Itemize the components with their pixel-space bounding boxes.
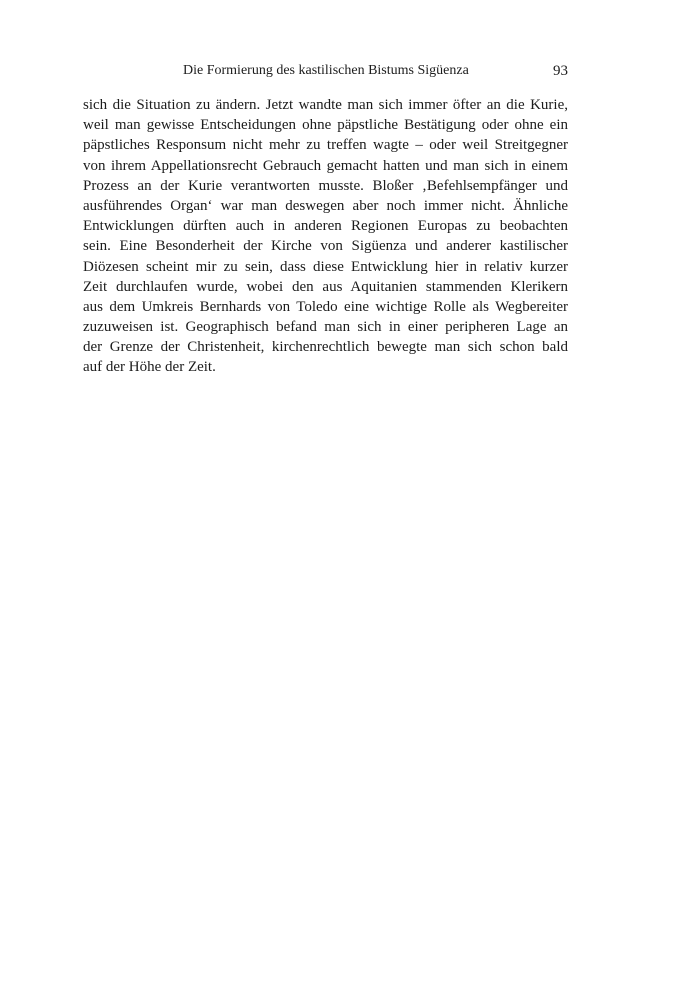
- running-title: Die Formierung des kastilischen Bistums Sigüenza: [183, 63, 469, 78]
- page-number: 93: [553, 63, 568, 79]
- text-line: päpstliches Responsum nicht mehr zu treffen wagte – oder weil Streitgegner: [83, 137, 568, 154]
- text-line: Zeit durchlaufen wurde, wobei den aus Aquitanien stammenden Klerikern: [83, 278, 568, 295]
- text-line: der Grenze der Christenheit, kirchenrechtlich bewegte man sich schon bald: [83, 339, 568, 356]
- text-line: ausführendes Organ‘ war man deswegen aber noch immer nicht. Ähnliche: [83, 197, 568, 214]
- text-line: Prozess an der Kurie verantworten musste. Bloßer ‚Befehlsempfänger und: [83, 177, 568, 194]
- text-line: weil man gewisse Entscheidungen ohne päpstliche Bestätigung oder ohne ein: [83, 117, 568, 134]
- running-head: [83, 61, 568, 81]
- text-line: Entwicklungen dürften auch in anderen Regionen Europas zu beobachten: [83, 218, 568, 235]
- text-line: Diözesen scheint mir zu sein, dass diese Entwicklung hier in relativ kurzer: [83, 258, 568, 275]
- body-paragraph: [83, 95, 568, 378]
- text-line: sein. Eine Besonderheit der Kirche von Sigüenza und anderer kastilischer: [83, 238, 568, 255]
- text-line: aus dem Umkreis Bernhards von Toledo eine wichtige Rolle als Wegbereiter: [83, 298, 568, 315]
- text-line: von ihrem Appellationsrecht Gebrauch gemacht hatten und man sich in einem: [83, 157, 568, 174]
- text-line: auf der Höhe der Zeit.: [83, 359, 216, 376]
- text-line: zuzuweisen ist. Geographisch befand man sich in einer peripheren Lage an: [83, 319, 568, 336]
- text-line: sich die Situation zu ändern. Jetzt wandte man sich immer öfter an die Kurie,: [83, 97, 568, 113]
